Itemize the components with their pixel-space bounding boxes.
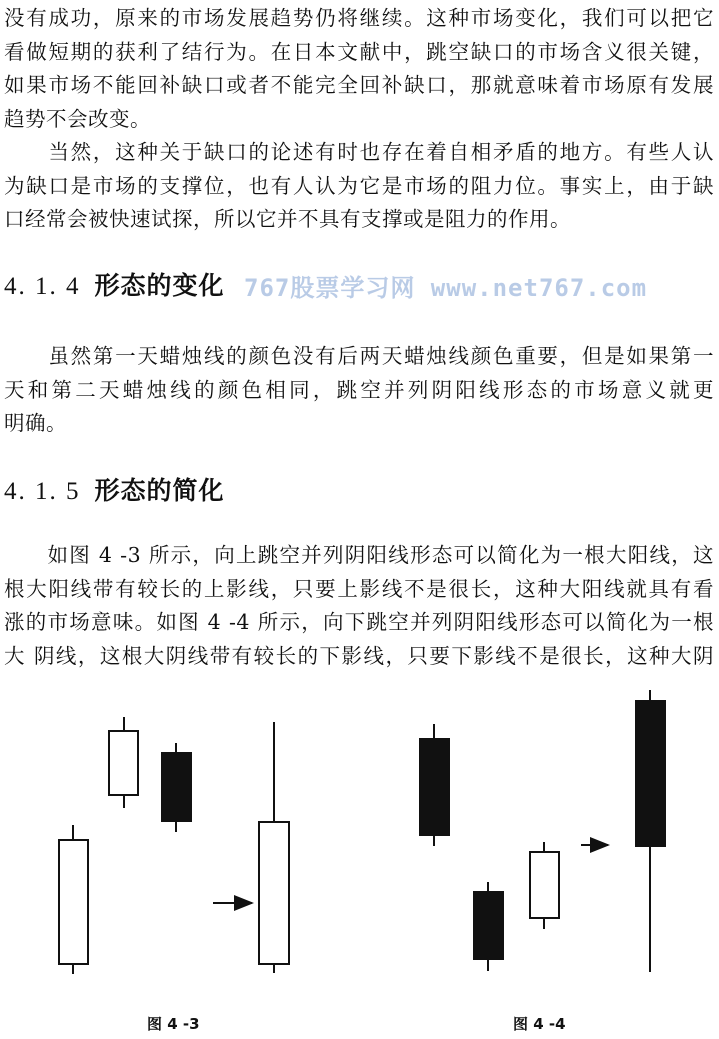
text-line: 当然，这种关于缺口的论述有时也存在着自相矛盾的地方。有些人认 [4, 140, 714, 164]
text-line: 没有成功，原来的市场发展趋势仍将继续。这种市场变化，我们可以把它 [4, 6, 714, 30]
figure-caption-4-4: 图 4 -4 [513, 1015, 566, 1033]
black-candle [162, 753, 191, 821]
black-candle [474, 892, 503, 959]
white-candle [530, 852, 559, 918]
text-line: 虽然第一天蜡烛线的颜色没有后两天蜡烛线颜色重要，但是如果第一 [4, 344, 714, 368]
figure-caption-4-3: 图 4 -3 [147, 1015, 200, 1033]
white-candle [259, 822, 289, 964]
text-line: 如图 4 -3 所示，向上跳空并列阴阳线形态可以简化为一根大阳线，这 [4, 543, 714, 567]
text-line: 口经常会被快速试探，所以它并不具有支撑或是阻力的作用。 [4, 207, 571, 232]
figure-4-3 [59, 717, 289, 974]
black-candle [420, 739, 449, 835]
text-line: 趋势不会改变。 [4, 106, 151, 131]
text-line: 涨的市场意味。如图 4 -4 所示，向下跳空并列阴阳线形态可以简化为一根 [4, 610, 714, 635]
white-candle [59, 840, 88, 964]
text-line: 天和第二天蜡烛线的颜色相同，跳空并列阴阳线形态的市场意义就更 [4, 377, 714, 402]
text-line: 大 阴线，这根大阴线带有较长的下影线，只要下影线不是很长，这种大阴 [4, 643, 714, 668]
section-title: 形态的变化 [94, 271, 225, 300]
white-candle [109, 731, 138, 795]
watermark: 767股票学习网 www.net767.com [244, 274, 648, 302]
text-line: 明确。 [4, 411, 67, 436]
text-line: 如果市场不能回补缺口或者不能完全回补缺口，那就意味着市场原有发展 [4, 73, 714, 98]
text-line: 看做短期的获利了结行为。在日本文献中，跳空缺口的市场含义很关键， [4, 39, 714, 64]
section-number: 4. 1. 5 [4, 478, 81, 505]
section-title: 形态的简化 [94, 476, 225, 505]
text-line: 根大阳线带有较长的上影线，只要上影线不是很长，这种大阳线就具有看 [4, 576, 714, 601]
section-number: 4. 1. 4 [4, 273, 81, 300]
black-candle [636, 701, 665, 846]
figure-4-4 [420, 690, 665, 972]
text-line: 为缺口是市场的支撑位，也有人认为它是市场的阻力位。事实上，由于缺 [4, 173, 714, 198]
